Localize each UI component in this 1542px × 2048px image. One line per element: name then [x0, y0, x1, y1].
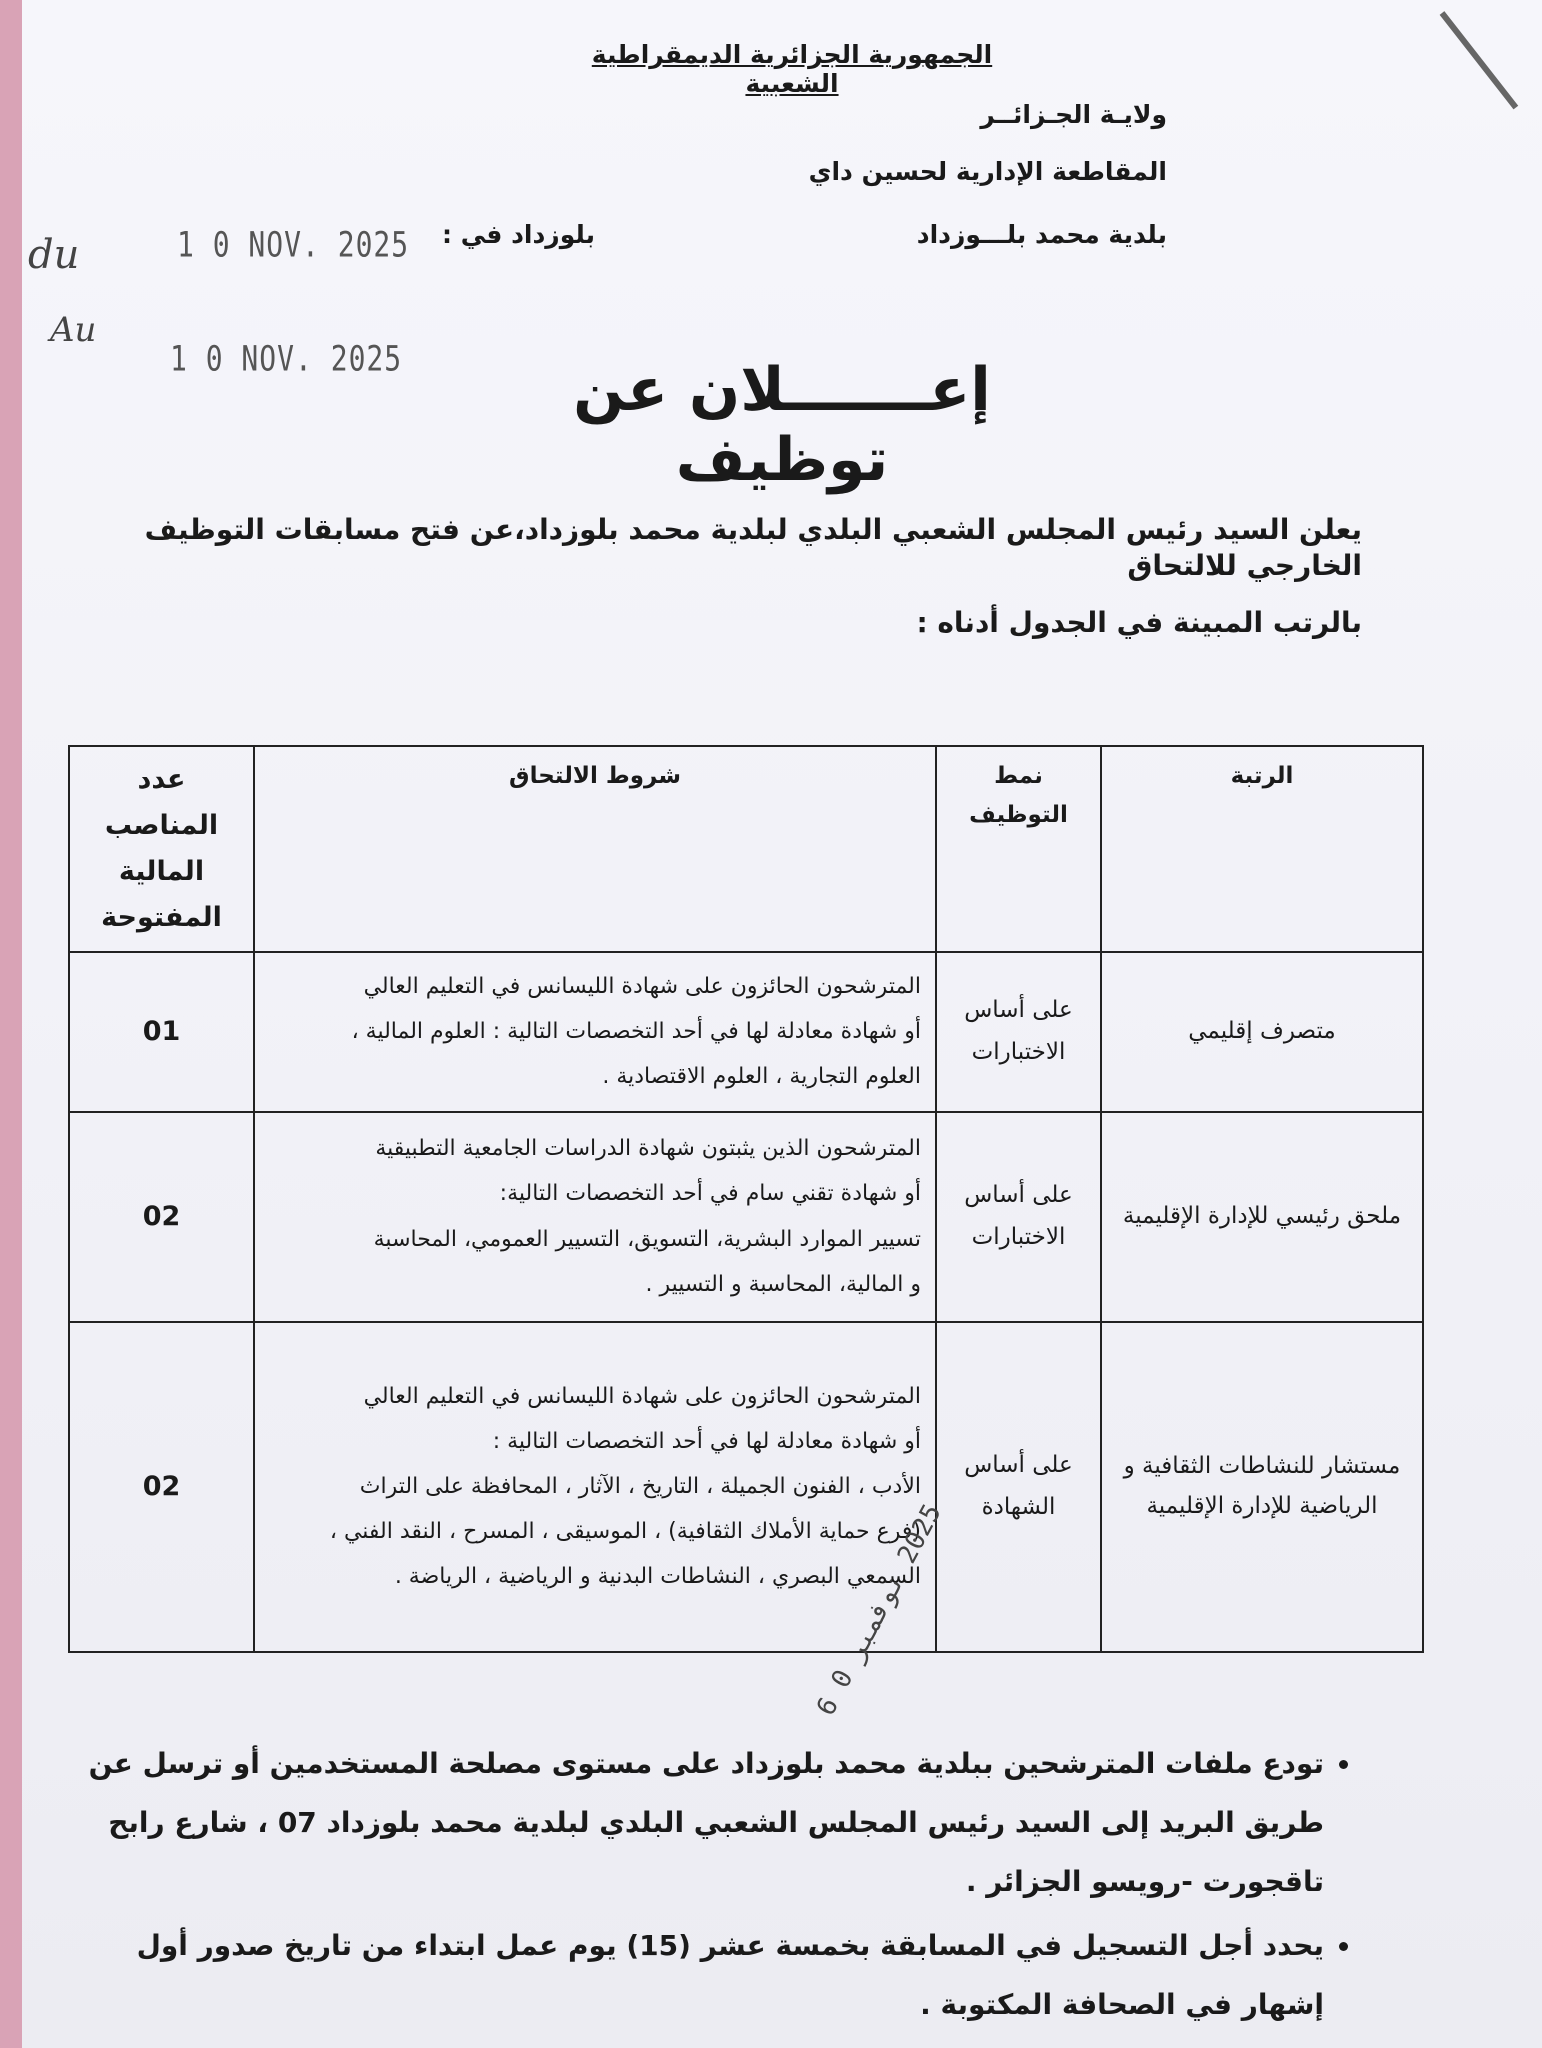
document-title: إعـــــــلان عن توظيف [573, 355, 991, 495]
table-row [69, 1112, 1423, 1322]
condition-line: المترشحون الحائزون على شهادة الليسانس في التعليم العالي [363, 973, 921, 999]
row-mode: على أساس الاختبارات [936, 952, 1101, 1112]
row-posts: 02 [69, 1322, 254, 1652]
intro-line-1: يعلن السيد رئيس المجلس الشعبي البلدي لبلدية محمد بلوزداد،عن فتح مسابقات التوظيف الخارجي للالتحاق [144, 513, 1362, 583]
table-row [69, 952, 1423, 1112]
note-item: • يحدد أجل التسجيل في المسابقة بخمسة عشر (15) يوم عمل ابتداء من تاريخ صدور أول إشهار في الصحافة المكتوبة . [68, 1917, 1324, 2035]
condition-line: المترشحون الحائزون على شهادة الليسانس في التعليم العالي [363, 1383, 921, 1409]
condition-line: أو شهادة تقني سام في أحد التخصصات التالية: [499, 1181, 921, 1207]
header-conditions: شروط الالتحاق [254, 746, 936, 952]
header-mode: نمط التوظيف [936, 746, 1101, 952]
row-conditions [254, 1112, 936, 1322]
date-stamp-2: 1 0 NOV. 2025 [170, 337, 403, 380]
condition-line: السمعي البصري ، النشاطات البدنية و الرياضية ، الرياضة . [394, 1564, 921, 1590]
notes-list [68, 1735, 1358, 2041]
pen-icon [1440, 11, 1519, 109]
note-item: • تودع ملفات المترشحين ببلدية محمد بلوزداد على مستوى مصلحة المستخدمين أو ترسل عن طريق البريد إلى السيد رئيس المجلس الشعبي البلدي لبلدية محمد بلوزداد 07 ، شارع رابح تاقجورت -رويسو الجزائر . [68, 1735, 1324, 1911]
row-mode: على أساس الشهادة [936, 1322, 1101, 1652]
handwritten-mark-2: Au [50, 310, 97, 350]
commune-line: بلدية محمد بلـــوزداد [916, 220, 1167, 249]
handwritten-mark-1: du [28, 232, 80, 278]
row-posts: 02 [69, 1112, 254, 1322]
header-rank: الرتبة [1101, 746, 1423, 952]
row-posts: 01 [69, 952, 254, 1112]
condition-line: الأدب ، الفنون الجميلة ، التاريخ ، الآثار ، المحافظة على التراث [359, 1474, 921, 1500]
condition-line: تسيير الموارد البشرية، التسويق، التسيير العمومي، المحاسبة [373, 1226, 921, 1252]
row-mode: على أساس الاختبارات [936, 1112, 1101, 1322]
date-stamp-1: 1 0 NOV. 2025 [177, 223, 410, 266]
condition-line: (فرع حماية الأملاك الثقافية) ، الموسيقى ، المسرح ، النقد الفني ، [329, 1519, 921, 1545]
document-page [22, 0, 1542, 2048]
republic-heading: الجمهورية الجزائرية الديمقراطية الشعبية [591, 40, 993, 98]
rotated-date-stamp: 2025 نوفمبر 0 6 [811, 1499, 948, 1721]
intro-line-2: بالرتب المبينة في الجدول أدناه : [916, 606, 1362, 639]
condition-line: أو شهادة معادلة لها في أحد التخصصات التالية : [492, 1428, 921, 1454]
row-conditions [254, 1322, 936, 1652]
positions-table [68, 745, 1424, 1653]
row-rank: مستشار للنشاطات الثقافية و الرياضية للإدارة الإقليمية [1101, 1322, 1423, 1652]
table-row [69, 1322, 1423, 1652]
condition-line: العلوم التجارية ، العلوم الاقتصادية . [602, 1064, 921, 1090]
row-conditions [254, 952, 936, 1112]
condition-line: أو شهادة معادلة لها في أحد التخصصات التالية : العلوم المالية ، [351, 1019, 921, 1045]
condition-line: و المالية، المحاسبة و التسيير . [645, 1271, 921, 1297]
condition-line: المترشحون الذين يثبتون شهادة الدراسات الجامعية التطبيقية [375, 1136, 921, 1162]
row-rank: متصرف إقليمي [1101, 952, 1423, 1112]
place-date-label: بلوزداد في : [442, 220, 595, 249]
table-header-row [69, 746, 1423, 952]
daira-line: المقاطعة الإدارية لحسين داي [808, 157, 1167, 186]
row-rank: ملحق رئيسي للإدارة الإقليمية [1101, 1112, 1423, 1322]
wilaya-line: ولايـة الجـزائــر [980, 100, 1167, 129]
header-posts: عدد المناصب المالية المفتوحة [69, 746, 254, 952]
